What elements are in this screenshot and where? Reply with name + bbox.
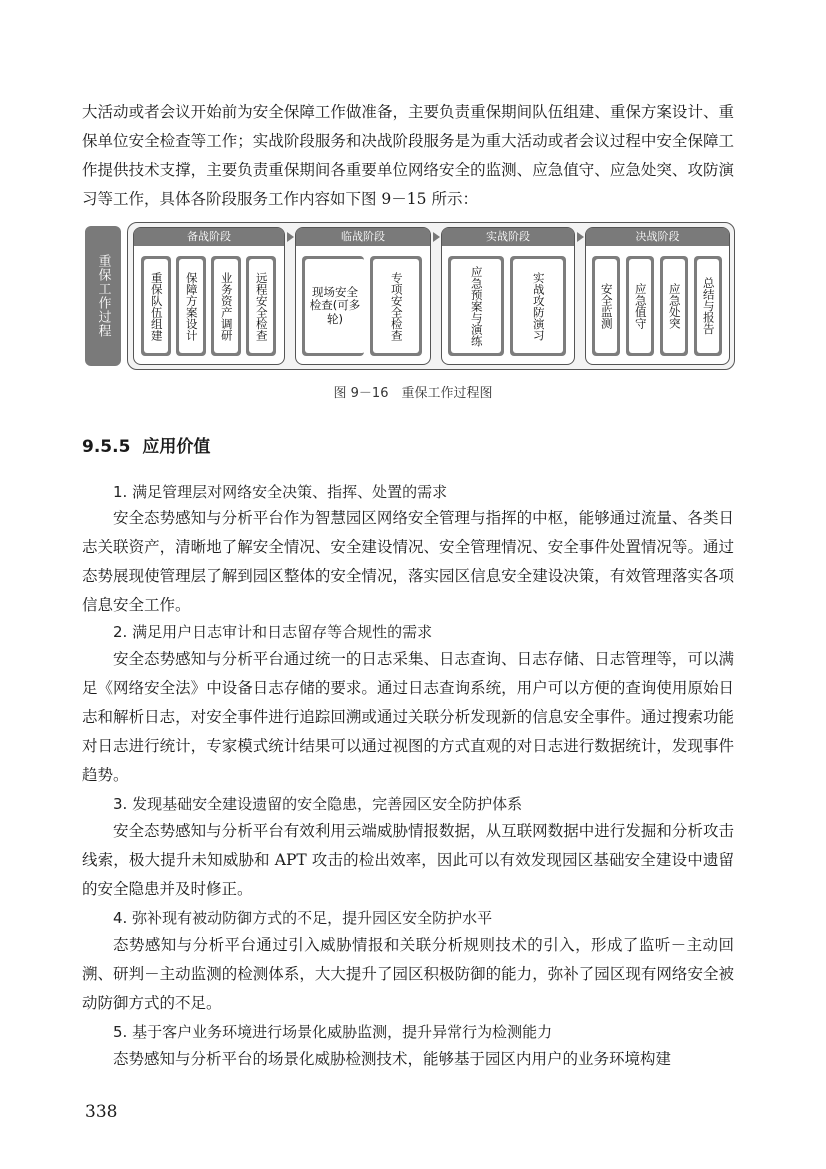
phase-pre-battle <box>295 227 431 365</box>
task-box <box>302 256 364 356</box>
item-heading: 4. 弥补现有被动防御方式的不足，提升园区安全防护水平 <box>113 909 493 927</box>
task-box <box>592 256 620 356</box>
task-label: 实战攻防演习 <box>513 259 563 353</box>
task-box <box>176 256 206 356</box>
item-body: 态势感知与分析平台通过引入威胁情报和关联分析规则技术的引入，形成了监听－主动回溯、研判－主动监测的检测体系，大大提升了园区积极防御的能力，弥补了园区现有网络安全被动防御方式的不足。 <box>82 936 734 1012</box>
task-box <box>626 256 654 356</box>
phase-title: 实战阶段 <box>442 228 574 246</box>
phase-final-battle <box>585 227 730 365</box>
task-label: 远程安全检查 <box>249 259 273 353</box>
arrow-icon <box>577 232 584 242</box>
item-body: 态势感知与分析平台的场景化威胁检测技术，能够基于园区内用户的业务环境构建 <box>113 1050 672 1068</box>
arrow-icon <box>287 232 294 242</box>
task-label: 安全监测 <box>595 259 617 353</box>
phase-title: 临战阶段 <box>296 228 430 246</box>
task-label: 专项安全检查 <box>373 259 419 353</box>
task-box <box>448 256 504 356</box>
diagram-frame <box>127 222 735 370</box>
work-process-diagram <box>85 222 735 370</box>
task-label: 保障方案设计 <box>179 259 203 353</box>
section-title: 应用价值 <box>142 437 211 457</box>
phase-actual-combat <box>441 227 575 365</box>
task-box <box>660 256 688 356</box>
task-label: 应急预案与演练 <box>451 259 501 353</box>
page-number: 338 <box>85 1102 118 1122</box>
item-heading: 2. 满足用户日志审计和日志留存等合规性的需求 <box>113 623 433 641</box>
item-heading: 5. 基于客户业务环境进行场景化威胁监测，提升异常行为检测能力 <box>113 1023 553 1041</box>
task-label: 应急值守 <box>629 259 651 353</box>
item-body: 安全态势感知与分析平台有效利用云端威胁情报数据，从互联网数据中进行发掘和分析攻击线索，极大提升未知威胁和 APT 攻击的检出效率，因此可以有效发现园区基础安全建设中遗留的安全隐患并及时修正。 <box>82 822 734 898</box>
figure-caption: 图 9－16 重保工作过程图 <box>333 386 493 401</box>
section-number: 9.5.5 <box>82 437 131 457</box>
task-label: 业务资产调研 <box>214 259 238 353</box>
task-box <box>510 256 566 356</box>
item-heading: 1. 满足管理层对网络安全决策、指挥、处置的需求 <box>113 483 448 501</box>
task-box <box>246 256 276 356</box>
phase-title: 备战阶段 <box>134 228 284 246</box>
phase-title: 决战阶段 <box>586 228 729 246</box>
task-label: 重保队伍组建 <box>144 259 168 353</box>
phase-preparation <box>133 227 285 365</box>
task-label: 应急处突 <box>663 259 685 353</box>
task-label: 总结与报告 <box>697 259 719 353</box>
item-body: 安全态势感知与分析平台作为智慧园区网络安全管理与指挥的中枢，能够通过流量、各类日志关联资产，清晰地了解安全情况、安全建设情况、安全管理情况、安全事件处置情况等。通过态势展现使管理层了解到园区整体的安全情况，落实园区信息安全建设决策，有效管理落实各项信息安全工作。 <box>82 509 734 614</box>
task-box <box>694 256 722 356</box>
section-heading <box>82 432 210 457</box>
side-label: 重保工作过程 <box>85 226 121 366</box>
arrow-icon <box>433 232 440 242</box>
task-box <box>370 256 422 356</box>
task-box <box>211 256 241 356</box>
task-box <box>141 256 171 356</box>
task-label: 现场安全检查(可多轮) <box>305 259 365 353</box>
item-heading: 3. 发现基础安全建设遗留的安全隐患，完善园区安全防护体系 <box>113 795 523 813</box>
item-body: 安全态势感知与分析平台通过统一的日志采集、日志查询、日志存储、日志管理等，可以满足《网络安全法》中设备日志存储的要求。通过日志查询系统，用户可以方便的查询使用原始日志和解析日志，对安全事件进行追踪回溯或通过关联分析发现新的信息安全事件。通过搜索功能对日志进行统计，专家模式统计结果可以通过视图的方式直观的对日志进行数据统计，发现事件趋势。 <box>82 650 734 784</box>
intro-paragraph: 大活动或者会议开始前为安全保障工作做准备，主要负责重保期间队伍组建、重保方案设计、重保单位安全检查等工作；实战阶段服务和决战阶段服务是为重大活动或者会议过程中安全保障工作提供技术支撑，主要负责重保期间各重要单位网络安全的监测、应急值守、应急处突、攻防演习等工作，具体各阶段服务工作内容如下图 9－15 所示： <box>82 103 734 208</box>
